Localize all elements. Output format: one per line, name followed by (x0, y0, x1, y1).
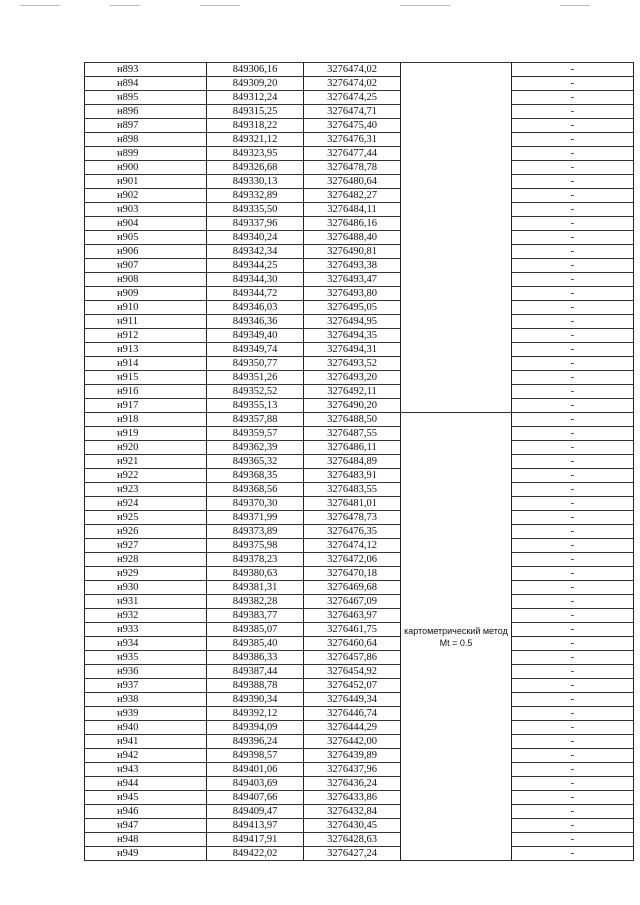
y-coordinate-cell: 3276476,35 (304, 525, 401, 539)
y-coordinate-cell: 3276478,73 (304, 511, 401, 525)
point-name-cell: н898 (85, 133, 207, 147)
point-name-cell: н940 (85, 721, 207, 735)
y-coordinate-cell: 3276476,31 (304, 133, 401, 147)
empty-value-cell: - (512, 763, 634, 777)
x-coordinate-cell: 849349,40 (207, 329, 304, 343)
y-coordinate-cell: 3276428,63 (304, 833, 401, 847)
x-coordinate-cell: 849407,66 (207, 791, 304, 805)
table-row (85, 217, 634, 231)
x-coordinate-cell: 849375,98 (207, 539, 304, 553)
table-row (85, 581, 634, 595)
table-row (85, 301, 634, 315)
table-row (85, 175, 634, 189)
table-row (85, 161, 634, 175)
empty-value-cell: - (512, 441, 634, 455)
point-name-cell: н917 (85, 399, 207, 413)
empty-value-cell: - (512, 497, 634, 511)
point-name-cell: н946 (85, 805, 207, 819)
x-coordinate-cell: 849312,24 (207, 91, 304, 105)
point-name-cell: н897 (85, 119, 207, 133)
point-name-cell: н935 (85, 651, 207, 665)
empty-value-cell: - (512, 665, 634, 679)
y-coordinate-cell: 3276495,05 (304, 301, 401, 315)
point-name-cell: н911 (85, 315, 207, 329)
table-row (85, 133, 634, 147)
table-row (85, 343, 634, 357)
y-coordinate-cell: 3276494,31 (304, 343, 401, 357)
table-row (85, 833, 634, 847)
empty-value-cell: - (512, 77, 634, 91)
x-coordinate-cell: 849381,31 (207, 581, 304, 595)
x-coordinate-cell: 849332,89 (207, 189, 304, 203)
x-coordinate-cell: 849357,88 (207, 413, 304, 427)
point-name-cell: н919 (85, 427, 207, 441)
point-name-cell: н928 (85, 553, 207, 567)
empty-value-cell: - (512, 119, 634, 133)
empty-value-cell: - (512, 203, 634, 217)
y-coordinate-cell: 3276454,92 (304, 665, 401, 679)
y-coordinate-cell: 3276493,47 (304, 273, 401, 287)
y-coordinate-cell: 3276493,80 (304, 287, 401, 301)
table-row (85, 791, 634, 805)
empty-value-cell: - (512, 721, 634, 735)
table-row (85, 735, 634, 749)
table-row (85, 329, 634, 343)
empty-value-cell: - (512, 679, 634, 693)
table-row (85, 63, 634, 77)
empty-value-cell: - (512, 525, 634, 539)
table-row (85, 497, 634, 511)
point-name-cell: н949 (85, 847, 207, 861)
point-name-cell: н915 (85, 371, 207, 385)
table-row (85, 595, 634, 609)
empty-value-cell: - (512, 245, 634, 259)
point-name-cell: н937 (85, 679, 207, 693)
empty-value-cell: - (512, 777, 634, 791)
x-coordinate-cell: 849385,07 (207, 623, 304, 637)
empty-value-cell: - (512, 63, 634, 77)
table-row (85, 525, 634, 539)
empty-value-cell: - (512, 287, 634, 301)
x-coordinate-cell: 849368,35 (207, 469, 304, 483)
point-name-cell: н901 (85, 175, 207, 189)
empty-value-cell: - (512, 427, 634, 441)
y-coordinate-cell: 3276480,64 (304, 175, 401, 189)
x-coordinate-cell: 849335,50 (207, 203, 304, 217)
coordinates-table-body (85, 63, 634, 861)
table-row (85, 245, 634, 259)
point-name-cell: н905 (85, 231, 207, 245)
empty-value-cell: - (512, 469, 634, 483)
table-row (85, 231, 634, 245)
table-row (85, 105, 634, 119)
x-coordinate-cell: 849392,12 (207, 707, 304, 721)
point-name-cell: н914 (85, 357, 207, 371)
method-cell-upper (401, 63, 512, 413)
x-coordinate-cell: 849346,03 (207, 301, 304, 315)
y-coordinate-cell: 3276490,81 (304, 245, 401, 259)
point-name-cell: н916 (85, 385, 207, 399)
point-name-cell: н927 (85, 539, 207, 553)
scan-artifacts (0, 0, 640, 12)
x-coordinate-cell: 849388,78 (207, 679, 304, 693)
table-row (85, 707, 634, 721)
table-row (85, 427, 634, 441)
y-coordinate-cell: 3276488,50 (304, 413, 401, 427)
point-name-cell: н893 (85, 63, 207, 77)
table-row (85, 91, 634, 105)
coordinates-table (84, 62, 634, 861)
point-name-cell: н926 (85, 525, 207, 539)
empty-value-cell: - (512, 301, 634, 315)
y-coordinate-cell: 3276486,11 (304, 441, 401, 455)
empty-value-cell: - (512, 105, 634, 119)
x-coordinate-cell: 849378,23 (207, 553, 304, 567)
point-name-cell: н896 (85, 105, 207, 119)
empty-value-cell: - (512, 357, 634, 371)
x-coordinate-cell: 849409,47 (207, 805, 304, 819)
y-coordinate-cell: 3276467,09 (304, 595, 401, 609)
point-name-cell: н907 (85, 259, 207, 273)
y-coordinate-cell: 3276474,71 (304, 105, 401, 119)
table-row (85, 413, 634, 427)
empty-value-cell: - (512, 819, 634, 833)
point-name-cell: н918 (85, 413, 207, 427)
y-coordinate-cell: 3276427,24 (304, 847, 401, 861)
y-coordinate-cell: 3276437,96 (304, 763, 401, 777)
y-coordinate-cell: 3276446,74 (304, 707, 401, 721)
table-row (85, 679, 634, 693)
table-row (85, 315, 634, 329)
table-row (85, 441, 634, 455)
x-coordinate-cell: 849382,28 (207, 595, 304, 609)
x-coordinate-cell: 849365,32 (207, 455, 304, 469)
point-name-cell: н904 (85, 217, 207, 231)
y-coordinate-cell: 3276483,91 (304, 469, 401, 483)
table-row (85, 805, 634, 819)
table-row (85, 637, 634, 651)
y-coordinate-cell: 3276486,16 (304, 217, 401, 231)
point-name-cell: н900 (85, 161, 207, 175)
y-coordinate-cell: 3276430,45 (304, 819, 401, 833)
x-coordinate-cell: 849370,30 (207, 497, 304, 511)
y-coordinate-cell: 3276452,07 (304, 679, 401, 693)
x-coordinate-cell: 849355,13 (207, 399, 304, 413)
empty-value-cell: - (512, 133, 634, 147)
empty-value-cell: - (512, 651, 634, 665)
x-coordinate-cell: 849396,24 (207, 735, 304, 749)
x-coordinate-cell: 849350,77 (207, 357, 304, 371)
point-name-cell: н908 (85, 273, 207, 287)
x-coordinate-cell: 849352,52 (207, 385, 304, 399)
y-coordinate-cell: 3276474,02 (304, 63, 401, 77)
point-name-cell: н924 (85, 497, 207, 511)
point-name-cell: н903 (85, 203, 207, 217)
table-row (85, 189, 634, 203)
point-name-cell: н925 (85, 511, 207, 525)
method-cell: картометрический метод Mt = 0.5 (401, 413, 512, 861)
table-row (85, 609, 634, 623)
empty-value-cell: - (512, 147, 634, 161)
y-coordinate-cell: 3276484,89 (304, 455, 401, 469)
y-coordinate-cell: 3276483,55 (304, 483, 401, 497)
empty-value-cell: - (512, 539, 634, 553)
x-coordinate-cell: 849403,69 (207, 777, 304, 791)
x-coordinate-cell: 849337,96 (207, 217, 304, 231)
y-coordinate-cell: 3276481,01 (304, 497, 401, 511)
empty-value-cell: - (512, 567, 634, 581)
empty-value-cell: - (512, 371, 634, 385)
y-coordinate-cell: 3276470,18 (304, 567, 401, 581)
x-coordinate-cell: 849326,68 (207, 161, 304, 175)
point-name-cell: н934 (85, 637, 207, 651)
empty-value-cell: - (512, 343, 634, 357)
table-row (85, 749, 634, 763)
y-coordinate-cell: 3276433,86 (304, 791, 401, 805)
point-name-cell: н936 (85, 665, 207, 679)
y-coordinate-cell: 3276487,55 (304, 427, 401, 441)
table-row (85, 469, 634, 483)
x-coordinate-cell: 849398,57 (207, 749, 304, 763)
y-coordinate-cell: 3276493,52 (304, 357, 401, 371)
x-coordinate-cell: 849394,09 (207, 721, 304, 735)
x-coordinate-cell: 849371,99 (207, 511, 304, 525)
y-coordinate-cell: 3276472,06 (304, 553, 401, 567)
empty-value-cell: - (512, 175, 634, 189)
y-coordinate-cell: 3276488,40 (304, 231, 401, 245)
point-name-cell: н944 (85, 777, 207, 791)
point-name-cell: н938 (85, 693, 207, 707)
y-coordinate-cell: 3276492,11 (304, 385, 401, 399)
empty-value-cell: - (512, 553, 634, 567)
table-row (85, 553, 634, 567)
table-row (85, 763, 634, 777)
empty-value-cell: - (512, 805, 634, 819)
point-name-cell: н909 (85, 287, 207, 301)
y-coordinate-cell: 3276477,44 (304, 147, 401, 161)
point-name-cell: н921 (85, 455, 207, 469)
table-row (85, 287, 634, 301)
table-row (85, 371, 634, 385)
point-name-cell: н895 (85, 91, 207, 105)
empty-value-cell: - (512, 623, 634, 637)
empty-value-cell: - (512, 609, 634, 623)
empty-value-cell: - (512, 413, 634, 427)
table-row (85, 77, 634, 91)
point-name-cell: н922 (85, 469, 207, 483)
table-row (85, 483, 634, 497)
table-row (85, 623, 634, 637)
point-name-cell: н902 (85, 189, 207, 203)
point-name-cell: н933 (85, 623, 207, 637)
table-row (85, 651, 634, 665)
empty-value-cell: - (512, 385, 634, 399)
x-coordinate-cell: 849342,34 (207, 245, 304, 259)
empty-value-cell: - (512, 91, 634, 105)
table-row (85, 203, 634, 217)
y-coordinate-cell: 3276469,68 (304, 581, 401, 595)
x-coordinate-cell: 849344,25 (207, 259, 304, 273)
x-coordinate-cell: 849380,63 (207, 567, 304, 581)
point-name-cell: н941 (85, 735, 207, 749)
empty-value-cell: - (512, 399, 634, 413)
empty-value-cell: - (512, 259, 634, 273)
y-coordinate-cell: 3276478,78 (304, 161, 401, 175)
x-coordinate-cell: 849386,33 (207, 651, 304, 665)
x-coordinate-cell: 849401,06 (207, 763, 304, 777)
x-coordinate-cell: 849417,91 (207, 833, 304, 847)
point-name-cell: н939 (85, 707, 207, 721)
y-coordinate-cell: 3276493,20 (304, 371, 401, 385)
x-coordinate-cell: 849323,95 (207, 147, 304, 161)
point-name-cell: н912 (85, 329, 207, 343)
y-coordinate-cell: 3276457,86 (304, 651, 401, 665)
empty-value-cell: - (512, 847, 634, 861)
point-name-cell: н930 (85, 581, 207, 595)
x-coordinate-cell: 849309,20 (207, 77, 304, 91)
y-coordinate-cell: 3276444,29 (304, 721, 401, 735)
y-coordinate-cell: 3276449,34 (304, 693, 401, 707)
table-row (85, 539, 634, 553)
x-coordinate-cell: 849422,02 (207, 847, 304, 861)
x-coordinate-cell: 849349,74 (207, 343, 304, 357)
x-coordinate-cell: 849413,97 (207, 819, 304, 833)
empty-value-cell: - (512, 231, 634, 245)
x-coordinate-cell: 849321,12 (207, 133, 304, 147)
y-coordinate-cell: 3276460,64 (304, 637, 401, 651)
x-coordinate-cell: 849368,56 (207, 483, 304, 497)
y-coordinate-cell: 3276461,75 (304, 623, 401, 637)
empty-value-cell: - (512, 161, 634, 175)
empty-value-cell: - (512, 735, 634, 749)
y-coordinate-cell: 3276475,40 (304, 119, 401, 133)
table-row (85, 511, 634, 525)
empty-value-cell: - (512, 581, 634, 595)
x-coordinate-cell: 849330,13 (207, 175, 304, 189)
point-name-cell: н948 (85, 833, 207, 847)
point-name-cell: н913 (85, 343, 207, 357)
x-coordinate-cell: 849344,30 (207, 273, 304, 287)
x-coordinate-cell: 849387,44 (207, 665, 304, 679)
y-coordinate-cell: 3276436,24 (304, 777, 401, 791)
table-row (85, 819, 634, 833)
empty-value-cell: - (512, 315, 634, 329)
table-row (85, 455, 634, 469)
table-row (85, 385, 634, 399)
y-coordinate-cell: 3276474,12 (304, 539, 401, 553)
point-name-cell: н923 (85, 483, 207, 497)
point-name-cell: н943 (85, 763, 207, 777)
x-coordinate-cell: 849344,72 (207, 287, 304, 301)
x-coordinate-cell: 849383,77 (207, 609, 304, 623)
table-row (85, 847, 634, 861)
x-coordinate-cell: 849340,24 (207, 231, 304, 245)
point-name-cell: н894 (85, 77, 207, 91)
y-coordinate-cell: 3276494,95 (304, 315, 401, 329)
table-row (85, 777, 634, 791)
y-coordinate-cell: 3276439,89 (304, 749, 401, 763)
y-coordinate-cell: 3276494,35 (304, 329, 401, 343)
empty-value-cell: - (512, 483, 634, 497)
empty-value-cell: - (512, 217, 634, 231)
y-coordinate-cell: 3276493,38 (304, 259, 401, 273)
empty-value-cell: - (512, 749, 634, 763)
x-coordinate-cell: 849373,89 (207, 525, 304, 539)
table-row (85, 357, 634, 371)
y-coordinate-cell: 3276432,84 (304, 805, 401, 819)
x-coordinate-cell: 849318,22 (207, 119, 304, 133)
y-coordinate-cell: 3276490,20 (304, 399, 401, 413)
empty-value-cell: - (512, 455, 634, 469)
point-name-cell: н906 (85, 245, 207, 259)
table-row (85, 119, 634, 133)
table-row (85, 259, 634, 273)
empty-value-cell: - (512, 511, 634, 525)
point-name-cell: н899 (85, 147, 207, 161)
point-name-cell: н929 (85, 567, 207, 581)
empty-value-cell: - (512, 791, 634, 805)
x-coordinate-cell: 849390,34 (207, 693, 304, 707)
empty-value-cell: - (512, 707, 634, 721)
table-row (85, 567, 634, 581)
empty-value-cell: - (512, 189, 634, 203)
x-coordinate-cell: 849359,57 (207, 427, 304, 441)
empty-value-cell: - (512, 329, 634, 343)
y-coordinate-cell: 3276482,27 (304, 189, 401, 203)
table-row (85, 665, 634, 679)
table-row (85, 693, 634, 707)
table-row (85, 147, 634, 161)
y-coordinate-cell: 3276463,97 (304, 609, 401, 623)
point-name-cell: н947 (85, 819, 207, 833)
point-name-cell: н932 (85, 609, 207, 623)
empty-value-cell: - (512, 833, 634, 847)
table-row (85, 399, 634, 413)
x-coordinate-cell: 849351,26 (207, 371, 304, 385)
point-name-cell: н931 (85, 595, 207, 609)
x-coordinate-cell: 849315,25 (207, 105, 304, 119)
empty-value-cell: - (512, 595, 634, 609)
x-coordinate-cell: 849306,16 (207, 63, 304, 77)
point-name-cell: н942 (85, 749, 207, 763)
empty-value-cell: - (512, 273, 634, 287)
x-coordinate-cell: 849362,39 (207, 441, 304, 455)
y-coordinate-cell: 3276474,25 (304, 91, 401, 105)
x-coordinate-cell: 849385,40 (207, 637, 304, 651)
y-coordinate-cell: 3276442,00 (304, 735, 401, 749)
x-coordinate-cell: 849346,36 (207, 315, 304, 329)
y-coordinate-cell: 3276474,02 (304, 77, 401, 91)
empty-value-cell: - (512, 693, 634, 707)
table-row (85, 273, 634, 287)
point-name-cell: н920 (85, 441, 207, 455)
empty-value-cell: - (512, 637, 634, 651)
table-row (85, 721, 634, 735)
y-coordinate-cell: 3276484,11 (304, 203, 401, 217)
point-name-cell: н945 (85, 791, 207, 805)
point-name-cell: н910 (85, 301, 207, 315)
